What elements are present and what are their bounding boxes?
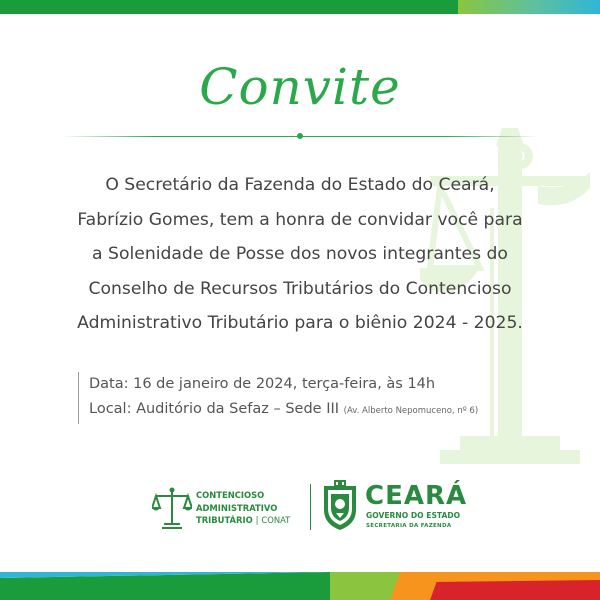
title-divider-dot [297, 133, 303, 139]
event-details [78, 372, 478, 424]
conat-line: CONTENCIOSO [196, 490, 265, 500]
ceara-government-logo [320, 478, 480, 538]
logo-divider [310, 484, 311, 530]
invitation-line: Conselho de Recursos Tributários do Contencioso [88, 278, 512, 299]
conat-logo [152, 484, 307, 534]
ceara-coat-of-arms-icon [320, 480, 360, 532]
date-label: Data: [89, 376, 129, 392]
bottom-color-bar [0, 572, 600, 600]
invitation-line: Administrativo Tributário para o biênio 2024 - 2025. [77, 313, 523, 333]
date-value: 16 de janeiro de 2024, terça-feira, às 14h [133, 376, 436, 392]
invitation-line: Fabrízio Gomes, tem a honra de convidar você para [77, 209, 523, 230]
conat-tributario: TRIBUTÁRIO [196, 515, 253, 525]
place-address: (Av. Alberto Nepomuceno, nº 6) [343, 406, 479, 416]
ceara-secretaria: SECRETARIA DA FAZENDA [366, 523, 452, 529]
ceara-subtitle: GOVERNO DO ESTADO [366, 511, 461, 520]
conat-separator: | [255, 515, 259, 525]
conat-acronym: CONAT [261, 515, 291, 525]
conat-wordmark [196, 489, 290, 527]
scale-icon [152, 486, 192, 530]
place-value: Auditório da Sefaz – Sede III [136, 401, 340, 417]
top-color-bar [0, 0, 600, 14]
invitation-title: Convite [199, 58, 401, 116]
invitation-line: a Solenidade de Posse dos novos integrantes do [92, 244, 508, 264]
invitation-line: O Secretário da Fazenda do Estado do Ceará, [105, 175, 495, 195]
place-label: Local: [89, 401, 132, 417]
conat-line [196, 514, 290, 527]
invitation-text [30, 168, 570, 341]
ceara-wordmark: CEARÁ [365, 481, 468, 511]
conat-line: ADMINISTRATIVO [196, 502, 278, 513]
date-line [89, 372, 478, 397]
place-line [89, 397, 478, 424]
